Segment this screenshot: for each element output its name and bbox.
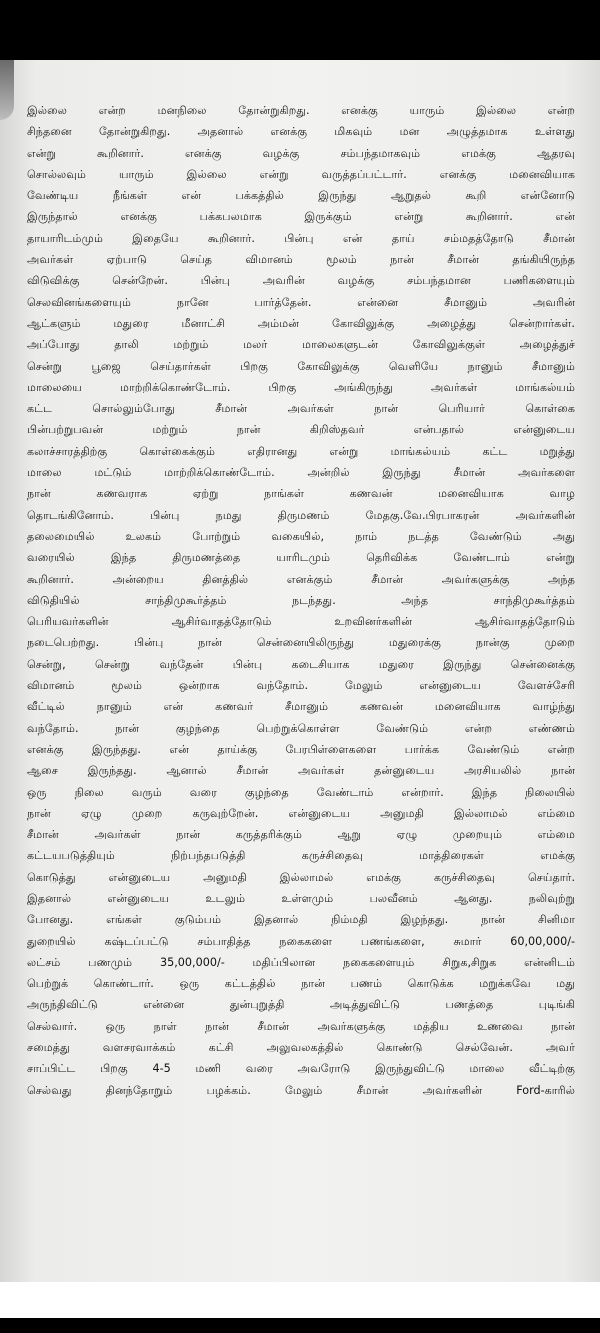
- text-line: அப்போது தாலி மற்றும் மலர் மாலைகளுடன் கோவிலுக்குள் அழைத்துச்: [27, 338, 575, 352]
- text-line: ஆசை இருந்தது. ஆனால் சீமான் அவர்கள் தன்னுடைய அரசியலில் நான்: [27, 764, 575, 778]
- text-line: மாலை மட்டும் மாற்றிக்கொண்டோம். அன்றில் இருந்து சீமான் அவர்களை: [27, 466, 575, 480]
- text-line: செல்வார். ஒரு நாள் நான் சீமான் அவர்களுக்கு மத்திய உணவை நான்: [27, 1019, 575, 1033]
- text-line: அருந்திவிட்டு என்னை துன்புறுத்தி அடித்துவிட்டு பணத்தை புடிங்கி: [27, 998, 575, 1012]
- text-line: பின்பற்றுபவன் மற்றும் நான் கிறிஸ்தவர் என்பதால் என்னுடைய: [27, 423, 575, 437]
- text-line: சென்று பூஜை செய்தார்கள் பிறகு கோவிலுக்கு வெளியே நானும் சீமானும்: [27, 359, 575, 373]
- text-line: நடைபெற்றது. பின்பு நான் சென்னையிலிருந்து மதுரைக்கு நான்கு முறை: [27, 636, 575, 650]
- text-line: நான் ஏழு முறை கருவுற்றேன். என்னுடைய அனுமதி இல்லாமல் எம்மை: [27, 806, 575, 820]
- text-line: சீமான் அவர்கள் நான் கருத்தரிக்கும் ஆறு ஏழு முறையும் எம்மை: [27, 828, 575, 842]
- text-line: நான் கணவராக ஏற்று நாங்கள் கணவன் மனைவியாக வாழ: [27, 487, 575, 501]
- text-line: பெரியவர்களின் ஆசிர்வாதத்தோடும் உறவினர்களின் ஆசிர்வாதத்தோடும்: [27, 615, 575, 629]
- text-line: அவர்கள் ஏற்பாடு செய்த விமானம் மூலம் நான் சீமான் தங்கியிருந்த: [27, 253, 575, 267]
- text-line: தலைமையில் உலகம் போற்றும் வகையில், நாம் நடத்த வேண்டும் அது: [27, 529, 575, 543]
- text-line: செலவினங்களையும் நானே பார்த்தேன். என்னை சீமானும் அவரின்: [27, 295, 575, 309]
- text-line: ஆட்களும் மதுரை மீனாட்சி அம்மன் கோவிலுக்கு அழைத்து சென்றார்கள்.: [27, 316, 575, 330]
- top-black-bar: [0, 0, 600, 60]
- text-line: சாப்பிட்ட பிறகு 4-5 மணி வரை அவரோடு இருந்துவிட்டு மாலை வீட்டிற்கு: [27, 1062, 575, 1076]
- text-line: சமைத்து வளசரவாக்கம் கட்சி அலுவலகத்தில் கொண்டு செல்வேன். அவர்: [27, 1041, 575, 1055]
- text-line: லட்சம் பணமும் 35,00,000/- மதிப்பிலான நகைகளையும் சிறுக,சிறுக என்னிடம்: [27, 955, 575, 969]
- text-line: தொடங்கினோம். பின்பு நமது திருமணம் மேதகு.வே.பிரபாகரன் அவர்களின்: [27, 508, 575, 522]
- text-line: கட்டயபடுத்தியும் நிற்பந்தபடுத்தி கருச்சிதைவு மாத்திரைகள் எமக்கு: [27, 849, 575, 863]
- bottom-margin: [0, 1282, 600, 1318]
- text-line: பெற்றுக் கொண்டார். ஒரு கட்டத்தில் நான் பணம் கொடுக்க மறுக்கவே மது: [27, 977, 575, 991]
- text-line: துறையில் கஷ்டப்பட்டு சம்பாதித்த நகைகளை பணங்களை, சுமார் 60,00,000/-: [27, 934, 575, 948]
- text-line: போனது. எங்கள் குடும்பம் இதனால் நிம்மதி இழந்தது. நான் சினிமா: [27, 913, 575, 927]
- text-line: ஒரு நிலை வரும் வரை குழந்தை வேண்டாம் என்றார். இந்த நிலையில்: [27, 785, 575, 799]
- text-line: கொடுத்து என்னுடைய அனுமதி இல்லாமல் எமக்கு கருச்சிதைவு செய்தார்.: [27, 870, 575, 884]
- text-line: வேண்டிய நீங்கள் என் பக்கத்தில் இருந்து ஆறுதல் கூறி என்னோடு: [27, 189, 575, 203]
- text-line: சென்று, சென்று வந்தேன் பின்பு கடைசியாக மதுரை இருந்து சென்னைக்கு: [27, 657, 575, 671]
- bottom-black-bar: [0, 1318, 600, 1333]
- text-line: கூறினார். அன்றைய தினத்தில் எனக்கும் சீமான் அவர்களுக்கு அந்த: [27, 572, 575, 586]
- text-line: மாலையை மாற்றிக்கொண்டோம். பிறகு அங்கிருந்து அவர்கள் மாங்கல்யம்: [27, 380, 575, 394]
- text-line: இதனால் என்னுடைய உடலும் உள்ளமும் பலவீனம் ஆனது. நலிவுற்று: [27, 891, 575, 905]
- text-line: கட்ட சொல்லும்போது சீமான் அவர்கள் நான் பெரியார் கொள்கை: [27, 402, 575, 416]
- text-line: சொல்லவும் யாரும் இல்லை என்று வருத்தப்பட்டார். எனக்கு மனைவியாக: [27, 167, 575, 181]
- text-line: விடுதியில் சாந்திமுகூர்த்தம் நடந்தது. அந்த சாந்திமுகூர்த்தம்: [27, 593, 575, 607]
- document-body: [27, 100, 575, 1101]
- text-line: வந்தோம். நான் குழந்தை பெற்றுக்கொள்ள வேண்டும் என்ற எண்ணம்: [27, 721, 575, 735]
- text-line: வரையில் இந்த திருமணத்தை யாரிடமும் தெரிவிக்க வேண்டாம் என்று: [27, 551, 575, 565]
- text-line: கலாச்சாரத்திற்கு கொள்கைக்கும் எதிரானது என்று மாங்கல்யம் கட்ட மறுத்து: [27, 444, 575, 458]
- text-line: வீட்டில் நானும் என் கணவர் சீமானும் கணவன் மனைவியாக வாழ்ந்து: [27, 700, 575, 714]
- text-line: இல்லை என்ற மனநிலை தோன்றுகிறது. எனக்கு யாரும் இல்லை என்ற: [27, 104, 575, 117]
- text-line: விடுவிக்கு சென்றேன். பின்பு அவரின் வழக்கு சம்பந்தமான பணிகளையும்: [27, 274, 575, 288]
- text-line: சிந்தனை தோன்றுகிறது. அதனால் எனக்கு மிகவும் மன அழுத்தமாக உள்ளது: [27, 125, 575, 139]
- text-line: இருந்தால் எனக்கு பக்கபலமாக இருக்கும் என்று கூறினார். என்: [27, 210, 575, 224]
- text-line: எனக்கு இருந்தது. என் தாய்க்கு பேரபிள்ளைகளை பார்க்க வேண்டும் என்ற: [27, 742, 575, 756]
- text-line: என்று கூறினார். எனக்கு வழக்கு சம்பந்தமாகவும் எமக்கு ஆதரவு: [27, 146, 575, 160]
- text-line: விமானம் மூலம் ஒன்றாக வந்தோம். மேலும் என்னுடைய வேளச்சேரி: [27, 679, 575, 693]
- page-corner-shadow: [0, 60, 14, 120]
- text-line: தாயாரிடம்மும் இதையே கூறினார். பின்பு என் தாய் சம்மதத்தோடு சீமான்: [27, 231, 575, 245]
- text-line: செல்வது தினந்தோறும் பழக்கம். மேலும் சீமான் அவர்களின் Ford-காரில்: [27, 1083, 575, 1097]
